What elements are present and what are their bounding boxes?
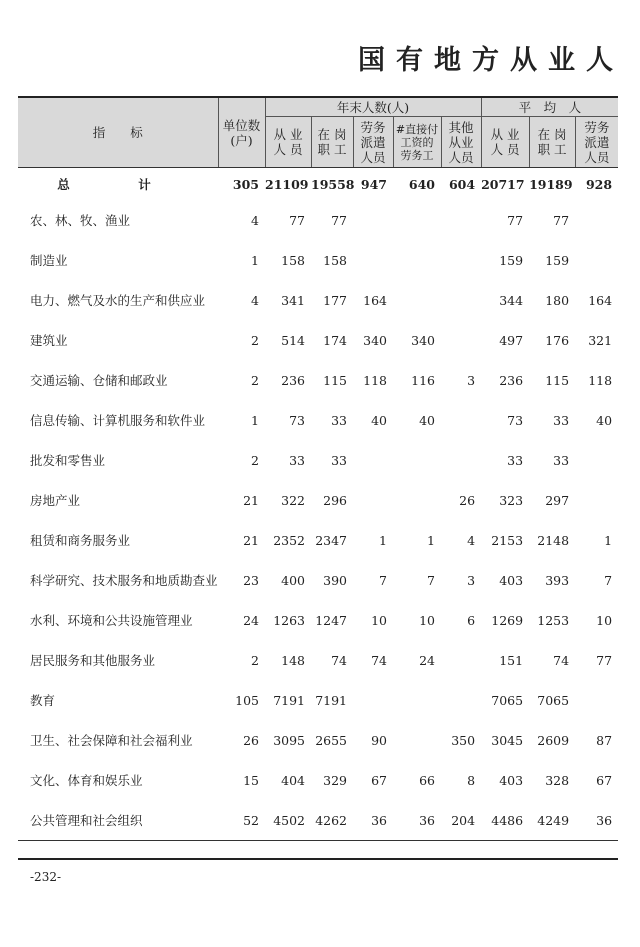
cell: 7065 bbox=[537, 692, 570, 708]
units-header-line: 单位数 bbox=[222, 117, 261, 133]
cell: 297 bbox=[545, 492, 570, 508]
cell: 328 bbox=[545, 772, 570, 788]
col-header-line: 派遣 bbox=[584, 134, 610, 150]
col-header-line: 其他 bbox=[448, 119, 474, 135]
units-header-line: (户) bbox=[230, 132, 253, 148]
col-header-line: 派遣 bbox=[360, 134, 386, 150]
table-row bbox=[18, 400, 618, 440]
table-row bbox=[18, 200, 618, 240]
cell: 21 bbox=[243, 492, 259, 508]
cell: 947 bbox=[360, 176, 387, 192]
table-row bbox=[18, 520, 618, 560]
cell: 19558 bbox=[311, 176, 355, 192]
cell: 236 bbox=[281, 372, 305, 388]
cell: 159 bbox=[545, 252, 570, 268]
col-header-line: 职 工 bbox=[537, 142, 567, 157]
cell: 66 bbox=[419, 772, 435, 788]
table-row bbox=[18, 640, 618, 680]
cell: 177 bbox=[323, 292, 347, 308]
cell: 176 bbox=[545, 332, 570, 348]
cell: 7065 bbox=[491, 692, 524, 708]
cell bbox=[353, 480, 393, 520]
cell: 8 bbox=[467, 772, 476, 788]
cell: 340 bbox=[363, 332, 387, 348]
col-header-line: 人 员 bbox=[490, 142, 520, 157]
cell bbox=[441, 440, 481, 480]
cell bbox=[441, 400, 481, 440]
cell bbox=[393, 280, 441, 320]
cell: 74 bbox=[331, 652, 347, 668]
units-header bbox=[218, 97, 265, 168]
table-row bbox=[18, 800, 618, 841]
row-label: 总 计 bbox=[57, 177, 179, 192]
cell: 73 bbox=[507, 412, 524, 428]
cell bbox=[575, 240, 618, 280]
cell: 67 bbox=[371, 772, 387, 788]
cell: 40 bbox=[419, 412, 435, 428]
cell: 115 bbox=[323, 372, 347, 388]
cell: 323 bbox=[499, 492, 524, 508]
table-row bbox=[18, 720, 618, 760]
col-header-line: 在 岗 bbox=[537, 127, 567, 142]
cell: 77 bbox=[331, 212, 347, 228]
cell: 2 bbox=[251, 372, 259, 388]
cell: 7 bbox=[427, 572, 435, 588]
employment-table bbox=[18, 96, 618, 841]
cell: 321 bbox=[588, 332, 613, 348]
cell: 2609 bbox=[537, 732, 570, 748]
row-label: 教育 bbox=[30, 693, 56, 708]
table-row bbox=[18, 320, 618, 360]
cell: 73 bbox=[289, 412, 305, 428]
cell bbox=[393, 440, 441, 480]
row-label: 交通运输、仓储和邮政业 bbox=[30, 373, 168, 388]
average-group-header: 平 均 人 bbox=[481, 97, 618, 117]
row-label: 居民服务和其他服务业 bbox=[30, 653, 156, 668]
cell: 77 bbox=[507, 212, 524, 228]
col-header-line: 劳务 bbox=[584, 119, 610, 135]
cell: 10 bbox=[596, 612, 613, 628]
row-label: 水利、环境和公共设施管理业 bbox=[30, 613, 193, 628]
cell: 77 bbox=[289, 212, 305, 228]
col-header-direct-paid bbox=[393, 117, 441, 168]
page-title: 国有地方从业人 bbox=[358, 45, 624, 76]
cell: 4 bbox=[251, 212, 259, 228]
cell bbox=[575, 480, 618, 520]
cell: 1 bbox=[604, 532, 613, 548]
cell: 33 bbox=[507, 452, 524, 468]
row-label: 制造业 bbox=[30, 253, 68, 268]
row-label: 建筑业 bbox=[30, 333, 68, 348]
cell: 15 bbox=[243, 772, 259, 788]
cell: 7191 bbox=[315, 692, 347, 708]
cell: 3 bbox=[467, 572, 476, 588]
row-label: 文化、体育和娱乐业 bbox=[30, 773, 143, 788]
cell: 33 bbox=[553, 452, 570, 468]
cell: 26 bbox=[459, 492, 476, 508]
cell: 118 bbox=[363, 372, 387, 388]
cell: 26 bbox=[243, 732, 259, 748]
cell: 1 bbox=[251, 412, 259, 428]
cell: 158 bbox=[323, 252, 347, 268]
cell: 174 bbox=[323, 332, 347, 348]
table-row bbox=[18, 760, 618, 800]
col-header-line: 劳务工 bbox=[400, 148, 434, 162]
cell bbox=[441, 240, 481, 280]
col-header-avg-on-post bbox=[529, 117, 575, 168]
table-row bbox=[18, 280, 618, 320]
cell: 21 bbox=[243, 532, 259, 548]
cell: 604 bbox=[448, 176, 476, 192]
cell: 296 bbox=[323, 492, 347, 508]
cell: 404 bbox=[281, 772, 305, 788]
table-row bbox=[18, 600, 618, 640]
page-number: -232- bbox=[30, 870, 62, 884]
row-label: 农、林、牧、渔业 bbox=[30, 213, 131, 228]
cell: 2352 bbox=[273, 532, 305, 548]
cell: 2148 bbox=[537, 532, 570, 548]
cell: 77 bbox=[553, 212, 570, 228]
cell bbox=[353, 240, 393, 280]
cell: 7 bbox=[379, 572, 387, 588]
cell: 33 bbox=[553, 412, 570, 428]
cell: 67 bbox=[596, 772, 613, 788]
cell: 3095 bbox=[273, 732, 305, 748]
cell bbox=[575, 200, 618, 240]
cell: 116 bbox=[411, 372, 435, 388]
col-header-line: 在 岗 bbox=[317, 127, 347, 142]
col-header-employed bbox=[265, 117, 311, 168]
cell: 3045 bbox=[491, 732, 524, 748]
cell: 1263 bbox=[273, 612, 305, 628]
cell: 4 bbox=[251, 292, 259, 308]
cell: 33 bbox=[289, 452, 305, 468]
col-header-line: 从 业 bbox=[490, 127, 520, 142]
footer-rule bbox=[18, 858, 618, 860]
table-row bbox=[18, 680, 618, 720]
cell: 1269 bbox=[491, 612, 524, 628]
cell: 344 bbox=[499, 292, 524, 308]
cell bbox=[353, 440, 393, 480]
cell: 2153 bbox=[491, 532, 524, 548]
col-header-line: 人员 bbox=[360, 149, 386, 165]
cell: 33 bbox=[331, 412, 347, 428]
col-header-other bbox=[441, 117, 481, 168]
cell: 148 bbox=[281, 652, 305, 668]
cell: 928 bbox=[585, 176, 613, 192]
cell: 164 bbox=[588, 292, 613, 308]
row-label: 卫生、社会保障和社会福利业 bbox=[30, 733, 193, 748]
col-header-line: 工资的 bbox=[400, 135, 434, 149]
cell: 390 bbox=[323, 572, 347, 588]
cell bbox=[441, 200, 481, 240]
cell: 4502 bbox=[265, 800, 311, 841]
row-label: 批发和零售业 bbox=[30, 453, 106, 468]
col-header-on-post bbox=[311, 117, 353, 168]
cell bbox=[393, 240, 441, 280]
table-row bbox=[18, 480, 618, 520]
cell: 403 bbox=[499, 572, 524, 588]
cell: 497 bbox=[499, 332, 524, 348]
col-header-avg-employed bbox=[481, 117, 529, 168]
cell: 341 bbox=[281, 292, 305, 308]
cell bbox=[441, 280, 481, 320]
row-label: 电力、燃气及水的生产和供应业 bbox=[30, 293, 206, 308]
cell: 2655 bbox=[315, 732, 347, 748]
cell: 1 bbox=[379, 532, 387, 548]
cell: 74 bbox=[553, 652, 570, 668]
col-header-dispatched bbox=[353, 117, 393, 168]
cell: 10 bbox=[371, 612, 387, 628]
cell bbox=[575, 680, 618, 720]
cell: 1 bbox=[251, 252, 259, 268]
row-label: 租赁和商务服务业 bbox=[30, 533, 131, 548]
cell bbox=[393, 200, 441, 240]
cell: 115 bbox=[545, 372, 570, 388]
cell: 105 bbox=[235, 692, 259, 708]
cell: 4262 bbox=[311, 800, 353, 841]
cell bbox=[393, 480, 441, 520]
cell: 36 bbox=[393, 800, 441, 841]
cell: 350 bbox=[451, 732, 476, 748]
cell: 159 bbox=[499, 252, 524, 268]
col-header-avg-dispatched bbox=[575, 117, 618, 168]
col-header-line: #直接付 bbox=[395, 122, 439, 136]
cell: 77 bbox=[596, 652, 613, 668]
cell: 236 bbox=[499, 372, 524, 388]
col-header-line: 从业 bbox=[448, 134, 474, 150]
cell: 403 bbox=[499, 772, 524, 788]
table-row bbox=[18, 440, 618, 480]
col-header-line: 人员 bbox=[448, 149, 474, 165]
cell: 24 bbox=[243, 612, 259, 628]
cell: 4249 bbox=[529, 800, 575, 841]
table-row bbox=[18, 240, 618, 280]
table-row bbox=[18, 360, 618, 400]
cell: 1253 bbox=[537, 612, 570, 628]
table-row-total bbox=[18, 168, 618, 201]
cell: 87 bbox=[596, 732, 613, 748]
cell: 20717 bbox=[481, 176, 525, 192]
cell: 514 bbox=[281, 332, 305, 348]
cell: 322 bbox=[281, 492, 305, 508]
cell: 36 bbox=[575, 800, 618, 841]
col-header-line: 职 工 bbox=[317, 142, 347, 157]
indicator-header: 指 标 bbox=[18, 97, 218, 168]
row-label: 科学研究、技术服务和地质勘查业 bbox=[30, 573, 218, 588]
cell: 151 bbox=[499, 652, 524, 668]
cell: 118 bbox=[588, 372, 613, 388]
cell: 393 bbox=[545, 572, 570, 588]
cell bbox=[393, 680, 441, 720]
cell: 1 bbox=[427, 532, 435, 548]
cell: 2 bbox=[251, 652, 259, 668]
row-label: 信息传输、计算机服务和软件业 bbox=[30, 413, 206, 428]
cell: 340 bbox=[411, 332, 435, 348]
cell: 329 bbox=[323, 772, 347, 788]
cell bbox=[353, 200, 393, 240]
cell: 204 bbox=[441, 800, 481, 841]
cell: 2347 bbox=[315, 532, 347, 548]
cell: 7191 bbox=[273, 692, 305, 708]
cell: 158 bbox=[281, 252, 305, 268]
cell: 90 bbox=[371, 732, 387, 748]
cell: 4 bbox=[467, 532, 476, 548]
cell: 640 bbox=[408, 176, 435, 192]
cell: 36 bbox=[353, 800, 393, 841]
col-header-line: 从 业 bbox=[273, 127, 303, 142]
cell: 7 bbox=[604, 572, 613, 588]
col-header-line: 人 员 bbox=[273, 142, 303, 157]
cell: 74 bbox=[371, 652, 387, 668]
cell: 305 bbox=[232, 176, 259, 192]
cell: 1247 bbox=[315, 612, 347, 628]
cell: 19189 bbox=[529, 176, 573, 192]
cell bbox=[393, 720, 441, 760]
cell: 180 bbox=[545, 292, 570, 308]
cell: 2 bbox=[251, 452, 259, 468]
cell: 21109 bbox=[265, 176, 309, 192]
cell bbox=[441, 320, 481, 360]
cell: 400 bbox=[281, 572, 305, 588]
col-header-line: 人员 bbox=[584, 149, 610, 165]
row-label: 房地产业 bbox=[30, 493, 81, 508]
row-label: 公共管理和社会组织 bbox=[18, 800, 218, 841]
cell: 6 bbox=[467, 612, 476, 628]
table-row bbox=[18, 560, 618, 600]
cell: 33 bbox=[331, 452, 347, 468]
cell bbox=[441, 640, 481, 680]
cell: 3 bbox=[467, 372, 476, 388]
year-end-group-header: 年末人数(人) bbox=[265, 97, 481, 117]
cell: 40 bbox=[371, 412, 387, 428]
cell: 2 bbox=[251, 332, 259, 348]
cell: 164 bbox=[363, 292, 387, 308]
cell: 4486 bbox=[481, 800, 529, 841]
cell bbox=[353, 680, 393, 720]
cell: 24 bbox=[419, 652, 435, 668]
cell bbox=[441, 680, 481, 720]
cell: 52 bbox=[218, 800, 265, 841]
cell bbox=[575, 440, 618, 480]
cell: 23 bbox=[243, 572, 259, 588]
col-header-line: 劳务 bbox=[360, 119, 386, 135]
cell: 10 bbox=[419, 612, 435, 628]
cell: 40 bbox=[596, 412, 613, 428]
